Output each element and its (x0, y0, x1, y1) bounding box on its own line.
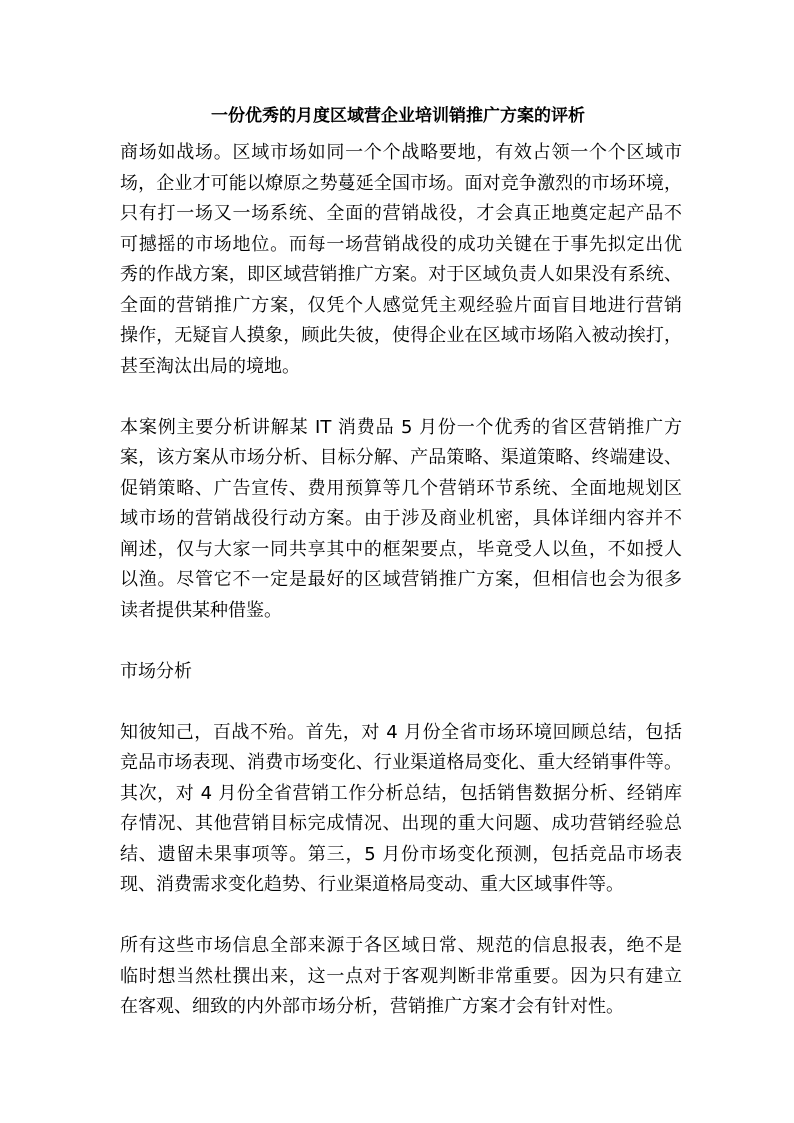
text-line: 秀的作战方案，即区域营销推广方案。对于区域负责人如果没有系统、 (120, 264, 682, 285)
text-line: 促销策略、广告宣传、费用预算等几个营销环节系统、全面地规划区 (120, 477, 682, 499)
text-line: 本案例主要分析讲解某 IT 消费品 5 月份一个优秀的省区营销推广方 (120, 416, 682, 438)
text-line: 域市场的营销战役行动方案。由于涉及商业机密，具体详细内容并不 (120, 508, 682, 529)
text-line: 存情况、其他营销目标完成情况、出现的重大问题、成功营销经验总 (120, 813, 682, 834)
text-line: 只有打一场又一场系统、全面的营销战役，才会真正地奠定起产品不 (120, 203, 682, 224)
text-line: 以渔。尽管它不一定是最好的区域营销推广方案，但相信也会为很多 (120, 569, 682, 590)
text-line: 操作，无疑盲人摸象，顾此失彼，使得企业在区域市场陷入被动挨打， (120, 325, 682, 346)
text-line: 现、消费需求变化趋势、行业渠道格局变动、重大区域事件等。 (120, 874, 624, 895)
text-line: 场，企业才可能以燎原之势蔓延全国市场。面对竞争激烈的市场环境， (120, 172, 682, 194)
paragraph-information-sources (120, 931, 682, 1023)
text-line: 案，该方案从市场分析、目标分解、产品策略、渠道策略、终端建设、 (120, 447, 682, 468)
text-line: 在客观、细致的内外部市场分析，营销推广方案才会有针对性。 (120, 996, 624, 1017)
text-line: 甚至淘汰出局的境地。 (120, 355, 300, 377)
text-line: 读者提供某种借鉴。 (120, 599, 282, 621)
paragraph-market-analysis (120, 718, 682, 901)
text-line: 知彼知己，百战不殆。首先，对 4 月份全省市场环境回顾总结，包括 (120, 721, 682, 743)
text-line: 所有这些市场信息全部来源于各区域日常、规范的信息报表，绝不是 (120, 935, 682, 956)
document-title: 一份优秀的月度区域营企业培训销推广方案的评析 (211, 106, 585, 126)
text-line: 其次，对 4 月份全省营销工作分析总结，包括销售数据分析、经销库 (120, 782, 682, 804)
text-line: 商场如战场。区域市场如同一个个战略要地，有效占领一个个区域市 (120, 142, 682, 163)
paragraph-case-intro (120, 413, 682, 627)
text-line: 可撼摇的市场地位。而每一场营销战役的成功关键在于事先拟定出优 (120, 233, 682, 255)
text-line: 全面的营销推广方案，仅凭个人感觉凭主观经验片面盲目地进行营销 (120, 294, 682, 316)
text-line: 临时想当然杜撰出来，这一点对于客观判断非常重要。因为只有建立 (120, 965, 682, 987)
text-line: 阐述，仅与大家一同共享其中的框架要点，毕竟受人以鱼，不如授人 (120, 538, 682, 560)
paragraph-intro (120, 138, 682, 382)
text-line: 竞品市场表现、消费市场变化、行业渠道格局变化、重大经销事件等。 (120, 752, 682, 773)
section-heading-market-analysis: 市场分析 (120, 660, 192, 682)
document-body (120, 138, 682, 1053)
text-line: 结、遗留未果事项等。第三，5 月份市场变化预测，包括竞品市场表 (120, 843, 682, 865)
